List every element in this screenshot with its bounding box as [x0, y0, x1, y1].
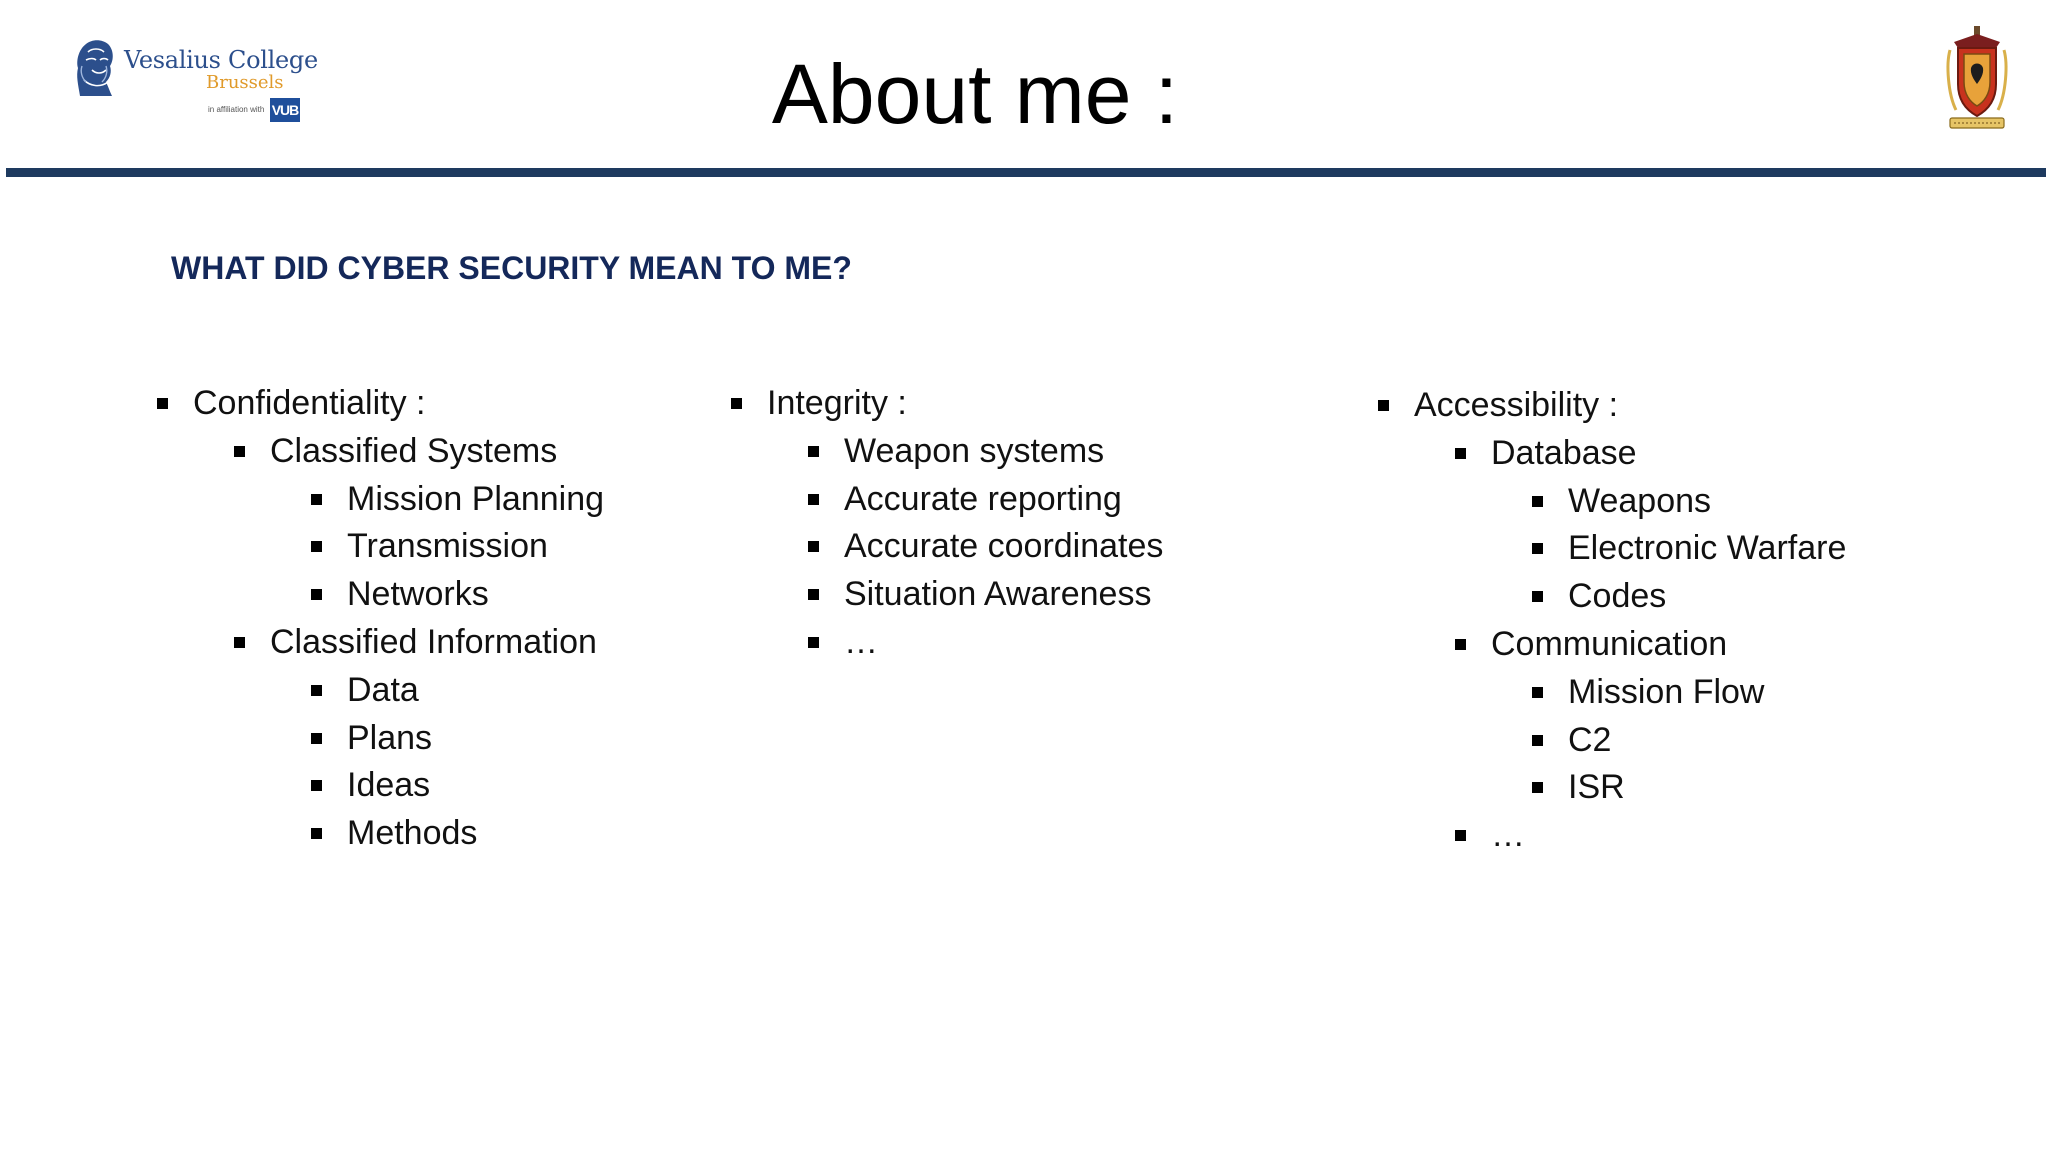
header-divider [6, 168, 2046, 177]
bullet-icon [731, 398, 742, 409]
bullet-text: … [844, 622, 878, 661]
list-item [1414, 669, 1846, 717]
list-item [1414, 764, 1846, 812]
list-item [767, 380, 1163, 428]
bullet-text: Accessibility : [1414, 386, 1619, 424]
bullet-text: Database [1491, 433, 1637, 472]
list-item [1414, 717, 1846, 765]
bullet-icon [1455, 639, 1466, 650]
bullet-icon [808, 541, 819, 552]
bullet-text: Classified Systems [270, 431, 558, 470]
bullet-text: Accurate reporting [844, 479, 1122, 518]
list-item [193, 571, 604, 619]
bullet-icon [808, 494, 819, 505]
bullet-text: Methods [347, 814, 478, 853]
bullet-text: Classified Information [270, 622, 597, 661]
bullet-text: Weapons [1568, 481, 1712, 520]
list-item [1414, 430, 1846, 478]
bullet-text: Networks [347, 575, 489, 614]
bullet-icon [311, 733, 322, 744]
list-item [193, 667, 604, 715]
bullet-icon [311, 828, 322, 839]
bullet-icon [808, 637, 819, 648]
page-title: About me : [771, 47, 1179, 141]
bullet-icon [808, 446, 819, 457]
bullet-text: Ideas [347, 766, 431, 805]
list-item [1414, 621, 1846, 669]
bullet-text: Accurate coordinates [844, 527, 1164, 566]
bullet-icon [234, 446, 245, 457]
column-integrity [767, 380, 1163, 667]
list-item [193, 523, 604, 571]
list-item [767, 523, 1163, 571]
bullet-icon [1532, 687, 1543, 698]
bullet-icon [1532, 543, 1543, 554]
bullet-icon [311, 494, 322, 505]
list-item [767, 619, 1163, 667]
bullet-icon [311, 685, 322, 696]
bullet-icon [808, 589, 819, 600]
bullet-text: C2 [1568, 720, 1612, 759]
list-item [1414, 382, 1846, 430]
list-item [193, 762, 604, 810]
bullet-text: … [1491, 816, 1525, 855]
bullet-text: Plans [347, 718, 433, 757]
accessibility-list [1414, 382, 1846, 860]
logo-affiliation: in affiliation with [208, 105, 265, 114]
vub-badge: VUB [270, 98, 300, 122]
list-item [193, 810, 604, 858]
bullet-icon [1532, 591, 1543, 602]
bullet-text: Transmission [347, 527, 548, 566]
military-crest-icon [1944, 24, 2010, 136]
list-item [193, 715, 604, 763]
confidentiality-list [193, 380, 604, 858]
list-item [767, 476, 1163, 524]
list-item [193, 619, 604, 667]
column-accessibility [1414, 382, 1846, 860]
bullet-icon [1532, 735, 1543, 746]
integrity-list [767, 380, 1163, 667]
bullet-icon [1532, 496, 1543, 507]
column-confidentiality [193, 380, 604, 858]
slide-subtitle: WHAT DID CYBER SECURITY MEAN TO ME? [171, 250, 852, 286]
list-item [1414, 478, 1846, 526]
bullet-icon [234, 637, 245, 648]
bullet-icon [1455, 830, 1466, 841]
bullet-text: Confidentiality : [193, 384, 426, 422]
bullet-text: Communication [1491, 624, 1728, 663]
bullet-icon [311, 589, 322, 600]
bullet-text: Mission Planning [347, 479, 605, 518]
bullet-text: Data [347, 670, 419, 709]
bullet-text: Situation Awareness [844, 575, 1152, 614]
list-item [1414, 525, 1846, 573]
bullet-icon [157, 398, 168, 409]
logo-city: Brussels [206, 72, 284, 93]
list-item [767, 428, 1163, 476]
bullet-text: Codes [1568, 577, 1667, 616]
list-item [1414, 573, 1846, 621]
bullet-text: Electronic Warfare [1568, 529, 1847, 568]
bullet-text: Mission Flow [1568, 672, 1765, 711]
bullet-icon [311, 541, 322, 552]
bullet-icon [1455, 448, 1466, 459]
bullet-text: Integrity : [767, 384, 907, 422]
list-item [767, 571, 1163, 619]
list-item [1414, 812, 1846, 860]
bullet-icon [1532, 782, 1543, 793]
bullet-icon [311, 780, 322, 791]
list-item [193, 380, 604, 428]
logo-college-name: Vesalius College [124, 46, 318, 74]
list-item [193, 476, 604, 524]
list-item [193, 428, 604, 476]
bullet-text: ISR [1568, 768, 1625, 807]
bullet-text: Weapon systems [844, 431, 1105, 470]
bullet-icon [1378, 400, 1389, 411]
